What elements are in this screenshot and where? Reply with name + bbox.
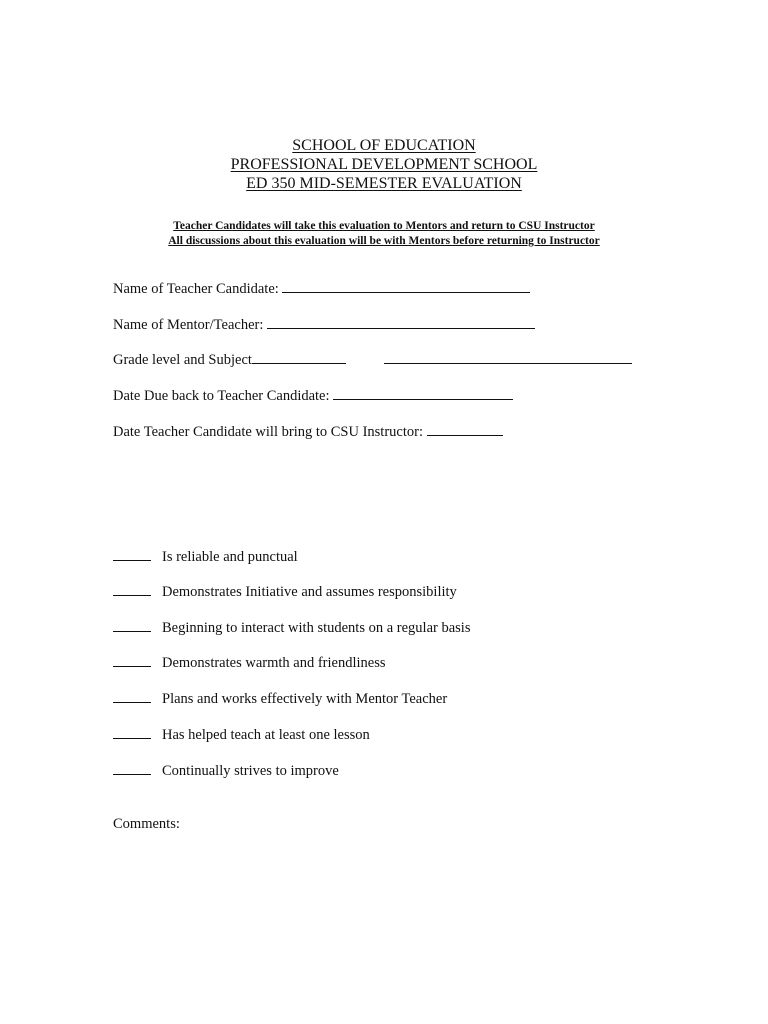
criteria-item: [113, 547, 298, 566]
date-due-label: Date Due back to Teacher Candidate:: [113, 388, 330, 404]
notice-line-1: Teacher Candidates will take this evaluation to Mentors and return to CSU Instructor: [173, 220, 595, 232]
mentor-field: [113, 315, 535, 334]
criteria-label: Demonstrates warmth and friendliness: [162, 655, 386, 671]
criteria-label: Plans and works effectively with Mentor Teacher: [162, 691, 448, 707]
date-due-field: [113, 386, 513, 405]
instructions-notice: [0, 219, 768, 249]
heading-school: SCHOOL OF EDUCATION: [292, 137, 476, 154]
teacher-candidate-label: Name of Teacher Candidate:: [113, 281, 279, 297]
criteria-label: Is reliable and punctual: [162, 549, 298, 565]
grade-level-blank[interactable]: [252, 350, 346, 364]
rating-blank[interactable]: [113, 547, 151, 561]
comments-label: Comments:: [113, 816, 180, 832]
rating-blank[interactable]: [113, 725, 151, 739]
rating-blank[interactable]: [113, 761, 151, 775]
criteria-item: [113, 689, 447, 708]
rating-blank[interactable]: [113, 689, 151, 703]
date-bring-label: Date Teacher Candidate will bring to CSU Instructor:: [113, 424, 423, 440]
subject-blank[interactable]: [384, 350, 632, 364]
criteria-item: [113, 761, 339, 780]
grade-subject-label: Grade level and Subject: [113, 352, 252, 368]
criteria-label: Demonstrates Initiative and assumes responsibility: [162, 584, 457, 600]
heading-program: PROFESSIONAL DEVELOPMENT SCHOOL: [230, 156, 538, 173]
form-heading: [0, 136, 768, 193]
criteria-label: Beginning to interact with students on a regular basis: [162, 620, 471, 636]
rating-blank[interactable]: [113, 618, 151, 632]
criteria-item: [113, 582, 457, 601]
mentor-label: Name of Mentor/Teacher:: [113, 317, 264, 333]
teacher-candidate-blank[interactable]: [282, 279, 530, 293]
criteria-label: Continually strives to improve: [162, 763, 339, 779]
rating-blank[interactable]: [113, 582, 151, 596]
date-due-blank[interactable]: [333, 386, 513, 400]
mentor-blank[interactable]: [267, 315, 535, 329]
criteria-item: [113, 653, 385, 672]
criteria-item: [113, 725, 370, 744]
criteria-label: Has helped teach at least one lesson: [162, 727, 370, 743]
heading-evaluation-title: ED 350 MID-SEMESTER EVALUATION: [246, 175, 522, 192]
grade-subject-field: [113, 350, 632, 369]
date-bring-field: [113, 422, 503, 441]
notice-line-2: All discussions about this evaluation will be with Mentors before returning to Instructor: [168, 235, 600, 247]
criteria-item: [113, 618, 470, 637]
teacher-candidate-field: [113, 279, 530, 298]
rating-blank[interactable]: [113, 653, 151, 667]
date-bring-blank[interactable]: [427, 422, 503, 436]
